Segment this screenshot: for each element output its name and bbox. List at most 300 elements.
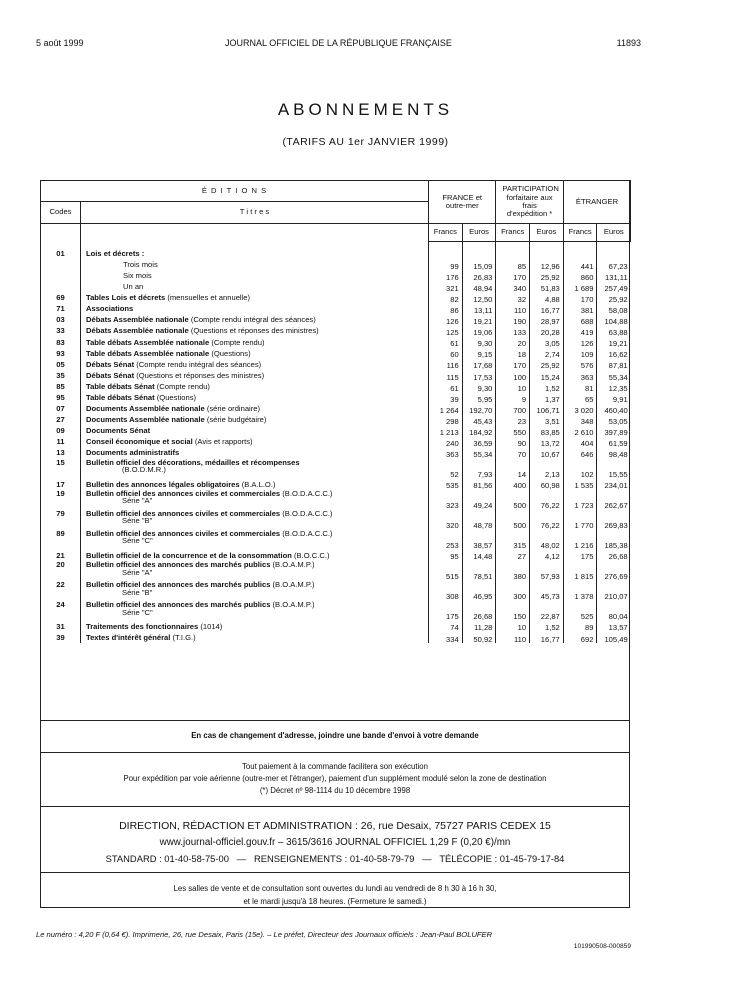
cell-france-francs: 240 (429, 437, 463, 448)
cell-france-francs: 99 (429, 259, 463, 270)
row-title-main: Documents administratifs (86, 448, 180, 458)
cell-etranger-francs: 102 (563, 459, 597, 479)
row-code: 93 (41, 348, 81, 359)
salles-line-2: et le mardi jusqu'à 18 heures. (Fermeture le samedi.) (243, 897, 427, 906)
footer-imprint: Le numéro : 4,20 F (0,64 €). Imprimerie, 26, rue Desaix, Paris (15e). – Le préfet, Directeur des Journaux officiels : Jean-Paul BOLUFER (36, 930, 493, 939)
cell-participation-francs: 20 (496, 337, 530, 348)
cell-france-francs: 1 213 (429, 426, 463, 437)
cell-etranger-francs: 65 (563, 392, 597, 403)
row-code: 20 (41, 561, 81, 581)
row-title-detail: (B.O.D.A.C.C.) (280, 509, 333, 518)
cell-france-euros: 55,34 (462, 448, 496, 459)
cell-participation-francs: 340 (496, 281, 530, 292)
cell-france-francs: 116 (429, 359, 463, 370)
cell-france-francs: 363 (429, 448, 463, 459)
cell-france-euros: 50,92 (462, 632, 496, 643)
row-title-main: Lois et décrets : (86, 248, 145, 258)
france-header: FRANCE et outre-mer (429, 181, 496, 224)
cell-france-francs: 74 (429, 621, 463, 632)
table-row (41, 561, 631, 581)
table-row (41, 326, 631, 337)
cell-etranger-euros: 131,11 (597, 270, 631, 281)
cell-france-euros: 7,93 (462, 459, 496, 479)
row-title (81, 479, 429, 490)
page-title: ABONNEMENTS (277, 100, 454, 119)
cell-etranger-francs: 89 (563, 621, 597, 632)
codes-subheader (41, 224, 81, 242)
row-code: 15 (41, 459, 81, 479)
cell-participation-francs: 700 (496, 403, 530, 414)
row-title-main: Bulletin officiel des annonces civiles et commerciales (86, 509, 281, 518)
cell-etranger-francs: 1 535 (563, 479, 597, 490)
row-title (81, 248, 429, 259)
cell-etranger-francs: 688 (563, 315, 597, 326)
cell-etranger-francs: 692 (563, 632, 597, 643)
cell-participation-francs: 70 (496, 448, 530, 459)
cell-etranger-euros: 104,88 (597, 315, 631, 326)
tarifs-body (41, 242, 631, 644)
cell-etranger-euros: 53,05 (597, 414, 631, 425)
row-title-main: Bulletin officiel des annonces civiles et commerciales (86, 529, 281, 538)
cell-participation-francs: 14 (496, 459, 530, 479)
cell-participation-euros: 4,88 (530, 292, 564, 303)
cell-etranger-francs: 441 (563, 259, 597, 270)
cell-participation-francs: 32 (496, 292, 530, 303)
row-title-detail: (Compte rendu) (154, 381, 210, 391)
cell-france-francs: 115 (429, 370, 463, 381)
cell-etranger-francs: 1 216 (563, 530, 597, 550)
etranger-header: ÉTRANGER (563, 181, 630, 224)
table-row (41, 270, 631, 281)
cell-participation-euros: 12,96 (530, 259, 564, 270)
direction-address: DIRECTION, RÉDACTION ET ADMINISTRATION : 26, rue Desaix, 75727 PARIS CEDEX 15 (119, 820, 551, 832)
row-title-detail: (B.O.A.M.P.) (270, 560, 315, 569)
row-code: 13 (41, 448, 81, 459)
row-title-line2: Série "A" (122, 496, 153, 506)
cell-france-euros: 17,53 (462, 370, 496, 381)
cell-france-euros: 26,68 (462, 601, 496, 621)
row-title (81, 510, 429, 530)
cell-etranger-francs: 170 (563, 292, 597, 303)
row-code (41, 270, 81, 281)
cell-participation-francs (496, 248, 530, 259)
divider-direction (40, 806, 630, 807)
cell-participation-euros: 20,28 (530, 326, 564, 337)
cell-france-francs: 52 (429, 459, 463, 479)
cell-france-euros: 12,50 (462, 292, 496, 303)
cell-participation-francs: 10 (496, 621, 530, 632)
table-row (41, 248, 631, 259)
row-title-main: Documents Sénat (86, 426, 151, 436)
cell-etranger-francs: 1 723 (563, 490, 597, 510)
cell-participation-euros: 10,67 (530, 448, 564, 459)
row-title (81, 281, 429, 292)
row-title (81, 348, 429, 359)
cell-france-francs: 82 (429, 292, 463, 303)
cell-participation-francs: 18 (496, 348, 530, 359)
cell-participation-euros: 2,13 (530, 459, 564, 479)
cell-france-francs: 320 (429, 510, 463, 530)
row-code: 19 (41, 490, 81, 510)
editions-header: É D I T I O N S (41, 181, 429, 202)
cell-etranger-euros: 9,91 (597, 392, 631, 403)
table-row (41, 292, 631, 303)
row-title (81, 303, 429, 314)
cell-france-euros: 9,30 (462, 381, 496, 392)
cell-etranger-francs: 348 (563, 414, 597, 425)
row-title (81, 392, 429, 403)
row-title (81, 359, 429, 370)
row-title (81, 426, 429, 437)
titres-header: T i t r e s (81, 202, 429, 224)
cell-participation-francs: 500 (496, 490, 530, 510)
row-title-main: Documents Assemblée nationale (86, 415, 205, 425)
row-title-main: Traitements des fonctionnaires (86, 621, 199, 631)
cell-participation-francs: 110 (496, 632, 530, 643)
cell-france-francs: 39 (429, 392, 463, 403)
row-title (81, 621, 429, 632)
row-code: 95 (41, 392, 81, 403)
cell-france-francs: 334 (429, 632, 463, 643)
row-title-main: Conseil économique et social (86, 437, 193, 447)
cell-france-francs: 321 (429, 281, 463, 292)
cell-etranger-francs: 1 689 (563, 281, 597, 292)
cell-participation-francs: 300 (496, 581, 530, 601)
row-title-main: Bulletin officiel des annonces des marchés publics (86, 580, 271, 589)
row-title-line2: Série "C" (122, 607, 153, 617)
row-title-main: Bulletin officiel des décorations, médailles et récompenses (86, 458, 300, 467)
cell-etranger-francs: 860 (563, 270, 597, 281)
row-title (81, 370, 429, 381)
row-title (81, 459, 429, 479)
cell-etranger-euros: 460,40 (597, 403, 631, 414)
table-row (41, 459, 631, 479)
row-title-main: Bulletin officiel des annonces civiles et commerciales (86, 489, 281, 498)
row-title-main: Table débats Assemblée nationale (86, 348, 210, 358)
cell-participation-francs: 110 (496, 303, 530, 314)
row-code: 33 (41, 326, 81, 337)
cell-participation-francs: 190 (496, 315, 530, 326)
cell-etranger-euros: 16,62 (597, 348, 631, 359)
row-title-detail: (mensuelles et annuelle) (165, 293, 251, 303)
row-code: 89 (41, 530, 81, 550)
row-title (81, 326, 429, 337)
row-title-detail: (Questions et réponses des ministres) (188, 326, 319, 336)
cell-etranger-francs: 81 (563, 381, 597, 392)
cell-etranger-francs: 576 (563, 359, 597, 370)
row-code: 03 (41, 315, 81, 326)
cell-etranger-francs: 1 378 (563, 581, 597, 601)
row-code: 01 (41, 248, 81, 259)
row-code (41, 281, 81, 292)
cell-france-francs: 323 (429, 490, 463, 510)
row-title-main: Associations (86, 304, 134, 314)
cell-etranger-euros: 12,35 (597, 381, 631, 392)
cell-france-euros: 26,83 (462, 270, 496, 281)
direction-phones (40, 853, 630, 864)
row-title-detail: (B.A.L.O.) (239, 479, 276, 489)
cell-france-euros: 11,28 (462, 621, 496, 632)
row-title-main: Bulletin officiel des annonces des marchés publics (86, 600, 271, 609)
cell-france-francs: 176 (429, 270, 463, 281)
table-row (41, 392, 631, 403)
cell-participation-euros: 3,05 (530, 337, 564, 348)
row-title (81, 437, 429, 448)
cell-france-euros: 38,57 (462, 530, 496, 550)
cell-participation-euros: 1,52 (530, 381, 564, 392)
table-row (41, 403, 631, 414)
row-code: 31 (41, 621, 81, 632)
table-row (41, 632, 631, 643)
row-title-line2: Série "A" (122, 567, 153, 577)
table-row (41, 448, 631, 459)
cell-etranger-euros: 58,08 (597, 303, 631, 314)
cell-participation-euros: 15,24 (530, 370, 564, 381)
row-title-detail: (B.O.C.C.) (291, 550, 330, 560)
cell-etranger-francs: 646 (563, 448, 597, 459)
cell-france-euros: 19,06 (462, 326, 496, 337)
cell-etranger-euros: 55,34 (597, 370, 631, 381)
cell-participation-euros: 3,51 (530, 414, 564, 425)
cell-etranger-euros: 98,48 (597, 448, 631, 459)
row-title-detail: (B.O.D.A.C.C.) (280, 529, 333, 538)
cell-etranger-francs: 525 (563, 601, 597, 621)
cell-etranger-euros: 210,07 (597, 581, 631, 601)
row-code: 22 (41, 581, 81, 601)
cell-etranger-euros: 257,49 (597, 281, 631, 292)
row-title-detail: (Questions) (154, 392, 197, 402)
cell-france-francs: 535 (429, 479, 463, 490)
row-title (81, 561, 429, 581)
cell-france-euros: 19,21 (462, 315, 496, 326)
cell-france-francs: 60 (429, 348, 463, 359)
cell-france-euros: 78,51 (462, 561, 496, 581)
row-code: 07 (41, 403, 81, 414)
cell-etranger-francs: 363 (563, 370, 597, 381)
table-row (41, 479, 631, 490)
row-title (81, 259, 429, 270)
etranger-francs-header: Francs (563, 224, 597, 242)
row-title (81, 270, 429, 281)
direction-web: www.journal-officiel.gouv.fr – 3615/3616 JOURNAL OFFICIEL 1,29 F (0,20 €)/mn (159, 837, 511, 848)
cell-france-euros: 192,70 (462, 403, 496, 414)
row-title-line2: Série "B" (122, 516, 153, 526)
cell-france-euros: 5,95 (462, 392, 496, 403)
cell-france-euros: 48,78 (462, 510, 496, 530)
row-title (81, 581, 429, 601)
row-title (81, 403, 429, 414)
salles-line-1: Les salles de vente et de consultation sont ouvertes du lundi au vendredi de 8 h 30 à 16 h 30, (173, 884, 497, 893)
row-title-detail: (B.O.A.M.P.) (270, 600, 315, 609)
cell-france-euros: 17,68 (462, 359, 496, 370)
cell-france-euros: 13,11 (462, 303, 496, 314)
row-title-main: Six mois (123, 270, 152, 280)
cell-participation-euros: 25,92 (530, 359, 564, 370)
row-title-main: Table débats Sénat (86, 392, 155, 402)
cell-france-euros (462, 248, 496, 259)
row-title (81, 550, 429, 561)
row-code: 79 (41, 510, 81, 530)
france-francs-header: Francs (429, 224, 463, 242)
table-row (41, 550, 631, 561)
cell-participation-euros: 48,02 (530, 530, 564, 550)
tarifs-table (40, 180, 631, 643)
etranger-euros-header: Euros (597, 224, 631, 242)
row-title (81, 414, 429, 425)
table-row (41, 315, 631, 326)
table-row (41, 530, 631, 550)
row-title (81, 530, 429, 550)
cell-etranger-francs: 175 (563, 550, 597, 561)
row-title-detail: (B.O.D.A.C.C.) (280, 489, 333, 498)
row-title-detail: (B.O.A.M.P.) (270, 580, 315, 589)
cell-participation-francs: 315 (496, 530, 530, 550)
row-title-main: Table débats Assemblée nationale (86, 337, 210, 347)
cell-participation-euros: 2,74 (530, 348, 564, 359)
header-page-number: 11893 (616, 38, 641, 48)
cell-participation-euros: 28,97 (530, 315, 564, 326)
cell-etranger-francs: 381 (563, 303, 597, 314)
cell-etranger-francs: 419 (563, 326, 597, 337)
row-title-main: Table débats Sénat (86, 381, 155, 391)
row-title-main: Débats Sénat (86, 359, 135, 369)
cell-france-francs: 298 (429, 414, 463, 425)
row-title-main: Bulletin officiel de la concurrence et de la consommation (86, 550, 292, 560)
row-title-main: Trois mois (123, 259, 158, 269)
row-code (41, 259, 81, 270)
cell-etranger-francs: 2 610 (563, 426, 597, 437)
cell-etranger-euros: 185,38 (597, 530, 631, 550)
separator: — (422, 853, 432, 864)
row-title-detail: (Avis et rapports) (192, 437, 253, 447)
cell-participation-francs: 10 (496, 381, 530, 392)
cell-etranger-euros: 397,89 (597, 426, 631, 437)
table-row (41, 414, 631, 425)
cell-participation-euros: 76,22 (530, 490, 564, 510)
row-title-main: Un an (123, 282, 144, 292)
cell-participation-francs: 550 (496, 426, 530, 437)
row-title-main: Bulletin officiel des annonces des marchés publics (86, 560, 271, 569)
cell-etranger-francs: 3 020 (563, 403, 597, 414)
cell-etranger-euros: 80,04 (597, 601, 631, 621)
cell-france-euros: 36,59 (462, 437, 496, 448)
row-title-main: Documents Assemblée nationale (86, 404, 205, 414)
cell-france-francs: 61 (429, 381, 463, 392)
row-code: 05 (41, 359, 81, 370)
cell-etranger-euros: 61,59 (597, 437, 631, 448)
cell-participation-euros: 4,12 (530, 550, 564, 561)
row-code: 09 (41, 426, 81, 437)
payment-line-2: Pour expédition par voie aérienne (outre-mer et l'étranger), paiement d'un supplément modulé selon la zone de destination (123, 774, 547, 783)
row-title-line2: (B.O.D.M.R.) (122, 465, 166, 475)
table-row (41, 303, 631, 314)
cell-participation-euros: 45,73 (530, 581, 564, 601)
row-title-main: Débats Sénat (86, 370, 135, 380)
separator: — (236, 853, 247, 864)
row-title-detail: (Compte rendu intégral des séances) (134, 359, 262, 369)
row-title (81, 292, 429, 303)
row-code: 24 (41, 601, 81, 621)
row-title-main: Débats Assemblée nationale (86, 326, 189, 336)
cell-participation-euros: 13,72 (530, 437, 564, 448)
table-row (41, 601, 631, 621)
cell-participation-euros: 16,77 (530, 632, 564, 643)
cell-etranger-francs: 109 (563, 348, 597, 359)
row-title-main: Textes d'intérêt général (86, 632, 171, 642)
cell-etranger-euros: 15,55 (597, 459, 631, 479)
row-title-detail: (série budgétaire) (204, 415, 267, 425)
row-title (81, 601, 429, 621)
cell-etranger-euros: 269,83 (597, 510, 631, 530)
row-title-detail: (Compte rendu intégral des séances) (188, 315, 316, 325)
cell-participation-francs: 85 (496, 259, 530, 270)
payment-line-1: Tout paiement à la commande facilitera son exécution (242, 762, 428, 771)
cell-etranger-euros: 105,49 (597, 632, 631, 643)
row-code: 35 (41, 370, 81, 381)
cell-participation-francs: 23 (496, 414, 530, 425)
cell-participation-euros: 22,87 (530, 601, 564, 621)
cell-france-euros: 49,24 (462, 490, 496, 510)
row-code: 27 (41, 414, 81, 425)
row-title-line2: Série "C" (122, 536, 153, 546)
row-code: 71 (41, 303, 81, 314)
cell-france-francs: 515 (429, 561, 463, 581)
table-row (41, 621, 631, 632)
cell-etranger-euros: 67,23 (597, 259, 631, 270)
cell-etranger-euros: 13,57 (597, 621, 631, 632)
cell-participation-euros: 16,77 (530, 303, 564, 314)
page-subtitle: (TARIFS AU 1er JANVIER 1999) (282, 136, 449, 148)
table-row (41, 370, 631, 381)
telecopie-phone: TÉLÉCOPIE : 01-45-79-17-84 (439, 853, 565, 864)
cell-france-euros: 9,30 (462, 337, 496, 348)
cell-participation-francs: 133 (496, 326, 530, 337)
row-code: 11 (41, 437, 81, 448)
cell-participation-francs: 500 (496, 510, 530, 530)
row-code: 85 (41, 381, 81, 392)
cell-france-francs: 95 (429, 550, 463, 561)
cell-etranger-euros: 25,92 (597, 292, 631, 303)
cell-france-euros: 14,48 (462, 550, 496, 561)
table-row (41, 359, 631, 370)
cell-participation-francs: 9 (496, 392, 530, 403)
table-row (41, 259, 631, 270)
header-journal: JOURNAL OFFICIEL DE LA RÉPUBLIQUE FRANÇAISE (225, 38, 452, 48)
table-row (41, 426, 631, 437)
row-title-detail: (Questions) (209, 348, 251, 358)
cell-france-francs: 308 (429, 581, 463, 601)
cell-etranger-euros: 63,88 (597, 326, 631, 337)
cell-participation-euros: 51,83 (530, 281, 564, 292)
cell-france-francs: 125 (429, 326, 463, 337)
cell-participation-francs: 27 (496, 550, 530, 561)
cell-participation-francs: 380 (496, 561, 530, 581)
cell-participation-euros: 1,37 (530, 392, 564, 403)
cell-etranger-euros: 276,69 (597, 561, 631, 581)
cell-etranger-euros: 87,81 (597, 359, 631, 370)
decree-note: (*) Décret nº 98-1114 du 10 décembre 1998 (259, 786, 411, 795)
row-title-detail: (série ordinaire) (204, 404, 261, 414)
cell-etranger-francs: 404 (563, 437, 597, 448)
cell-participation-euros: 57,93 (530, 561, 564, 581)
cell-france-francs: 126 (429, 315, 463, 326)
row-title-main: Tables Lois et décrets (86, 293, 166, 303)
row-title-main: Bulletin des annonces légales obligatoires (86, 479, 240, 489)
cell-etranger-euros: 26,68 (597, 550, 631, 561)
row-title (81, 448, 429, 459)
cell-france-francs: 175 (429, 601, 463, 621)
row-title (81, 381, 429, 392)
